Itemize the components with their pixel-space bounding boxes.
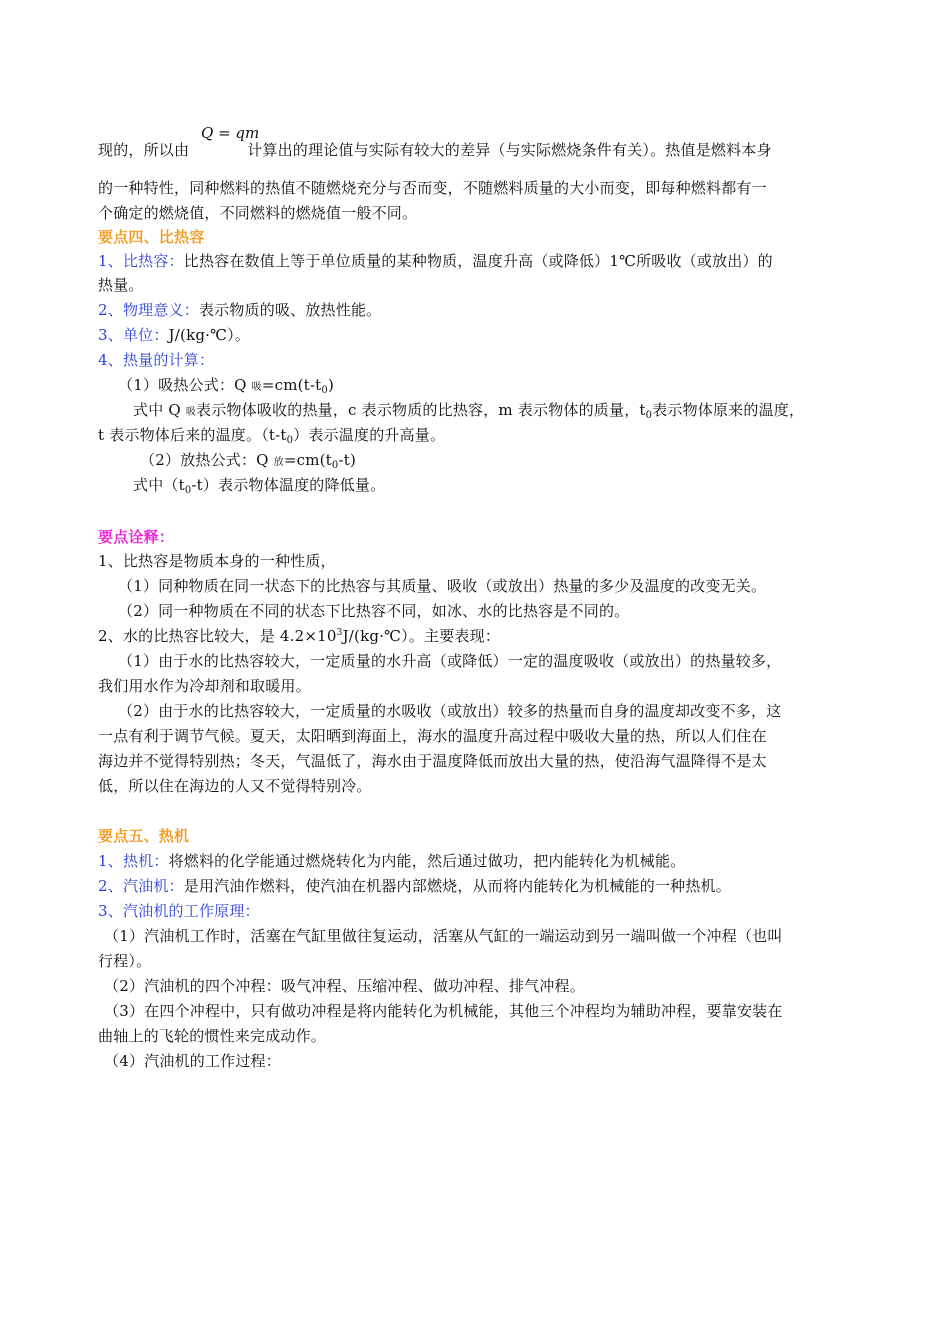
sec5-item-2 bbox=[98, 876, 731, 896]
note-2b-line-4: 低，所以住在海边的人又不觉得特别冷。 bbox=[98, 777, 372, 795]
desc-text: -t）表示物体温度的降低量。 bbox=[191, 476, 386, 494]
desc-subscript: 0 bbox=[184, 485, 192, 496]
term-text: 将燃料的化学能通过燃烧转化为内能，然后通过做功，把内能转化为机械能。 bbox=[168, 852, 686, 870]
note-2b-line-2: 一点有利于调节气候。夏天，太阳晒到海面上，海水的温度升高过程中吸收大量的热，所以人们住在 bbox=[98, 727, 767, 745]
desc-text: 表示物体原来的温度， bbox=[652, 401, 805, 419]
formula-text: -t) bbox=[338, 451, 357, 469]
work-2: （2）汽油机的四个冲程：吸气冲程、压缩冲程、做功冲程、排气冲程。 bbox=[104, 977, 585, 995]
term-label: 1、比热容： bbox=[98, 252, 184, 270]
intro-text: 现的，所以由 bbox=[98, 141, 190, 159]
work-3-line-1: （3）在四个冲程中，只有做功冲程是将内能转化为机械能，其他三个冲程均为辅助冲程，要靠安装在 bbox=[104, 1002, 783, 1020]
heat-release-formula bbox=[140, 450, 356, 473]
sec4-item-3 bbox=[98, 325, 250, 345]
sec4-item-1-cont: 热量。 bbox=[98, 276, 144, 294]
desc-subscript: 吸 bbox=[185, 407, 197, 418]
note-superscript: 3 bbox=[336, 628, 343, 638]
section-4-heading: 要点四、比热容 bbox=[98, 228, 205, 246]
sec5-item-3 bbox=[98, 901, 260, 921]
work-1-line-2: 行程）。 bbox=[98, 952, 152, 970]
note-2b-line-1: （2）由于水的比热容较大，一定质量的水吸收（或放出）较多的热量而自身的温度却改变不多，这 bbox=[118, 702, 782, 720]
formula-text: （2）放热公式：Q bbox=[140, 451, 274, 469]
work-3-line-2: 曲轴上的飞轮的惯性来完成动作。 bbox=[98, 1027, 327, 1045]
desc-text: 式中（t bbox=[133, 476, 185, 494]
term-label: 2、汽油机： bbox=[98, 877, 184, 895]
note-text: J/(kg·℃）。主要表现： bbox=[342, 627, 501, 645]
formula-subscript: 吸 bbox=[251, 382, 262, 393]
work-1-line-1: （1）汽油机工作时，活塞在气缸里做往复运动，活塞从气缸的一端运动到另一端叫做一个冲程（也叫 bbox=[104, 927, 783, 945]
formula-subscript: 0 bbox=[331, 460, 339, 471]
term-text: 比热容在数值上等于单位质量的某种物质，温度升高（或降低）1℃所吸收（或放出）的 bbox=[183, 252, 773, 270]
heat-absorb-formula bbox=[118, 375, 334, 398]
term-label: 4、热量的计算： bbox=[98, 351, 215, 369]
heat-absorb-description-2 bbox=[98, 425, 445, 448]
formula-text: =cm(t bbox=[283, 451, 332, 469]
note-2b-line-3: 海边并不觉得特别热；冬天，气温低了，海水由于温度降低而放出大量的热，使沿海气温降得不是太 bbox=[98, 752, 767, 770]
sec5-item-1 bbox=[98, 851, 685, 871]
desc-subscript: 0 bbox=[645, 410, 653, 421]
desc-text: 式中 Q bbox=[133, 401, 186, 419]
formula-q-qm: Q = qm bbox=[201, 124, 260, 142]
term-label: 3、汽油机的工作原理： bbox=[98, 902, 260, 920]
term-text: 是用汽油作燃料，使汽油在机器内部燃烧，从而将内能转化为机械能的一种热机。 bbox=[183, 877, 731, 895]
intro-text: 计算出的理论值与实际有较大的差异（与实际燃烧条件有关）。热值是燃料本身 bbox=[247, 141, 772, 159]
sec4-item-2 bbox=[98, 300, 381, 320]
term-label: 3、单位： bbox=[98, 326, 169, 344]
note-1b: （2）同一种物质在不同的状态下比热容不同，如冰、水的比热容是不同的。 bbox=[118, 602, 630, 620]
formula-subscript: 0 bbox=[321, 385, 328, 396]
sec4-item-1 bbox=[98, 251, 773, 271]
note-2 bbox=[98, 626, 500, 649]
formula-text: =cm(t-t bbox=[261, 376, 322, 394]
desc-text: t 表示物体后来的温度。（t-t bbox=[98, 426, 287, 444]
sec4-item-4 bbox=[98, 350, 214, 370]
desc-text: ）表示温度的升高量。 bbox=[293, 426, 446, 444]
formula-subscript: 放 bbox=[273, 457, 284, 468]
heat-release-description bbox=[133, 475, 385, 498]
note-1: 1、比热容是物质本身的一种性质， bbox=[98, 552, 336, 570]
formula-text: （1）吸热公式：Q bbox=[118, 376, 252, 394]
intro-line-2: 的一种特性，同种燃料的热值不随燃烧充分与否而变，不随燃料质量的大小而变，即每种燃料都有一 bbox=[98, 179, 767, 197]
term-label: 2、物理意义： bbox=[98, 301, 199, 319]
intro-line-3: 个确定的燃烧值，不同燃料的燃烧值一般不同。 bbox=[98, 204, 418, 222]
note-2a-line-1: （1）由于水的比热容较大，一定质量的水升高（或降低）一定的温度吸收（或放出）的热量较多， bbox=[118, 652, 782, 670]
work-4: （4）汽油机的工作过程： bbox=[104, 1052, 281, 1070]
desc-subscript: 0 bbox=[286, 435, 294, 446]
note-1a: （1）同种物质在同一状态下的比热容与其质量、吸收（或放出）热量的多少及温度的改变无关。 bbox=[118, 577, 767, 595]
term-text: 表示物质的吸、放热性能。 bbox=[198, 301, 382, 319]
note-text: 2、水的比热容比较大，是 4.2×10 bbox=[98, 627, 337, 645]
section-5-heading: 要点五、热机 bbox=[98, 827, 190, 845]
term-text: J/(kg·℃）。 bbox=[168, 326, 251, 344]
heat-absorb-description-1 bbox=[133, 400, 804, 423]
term-label: 1、热机： bbox=[98, 852, 169, 870]
formula-text: ) bbox=[327, 376, 335, 394]
note-2a-line-2: 我们用水作为冷却剂和取暖用。 bbox=[98, 677, 311, 695]
intro-line-1 bbox=[98, 140, 772, 160]
notes-heading: 要点诠释： bbox=[98, 528, 175, 546]
desc-text: 表示物体吸收的热量，c 表示物质的比热容，m 表示物体的质量，t bbox=[196, 401, 646, 419]
